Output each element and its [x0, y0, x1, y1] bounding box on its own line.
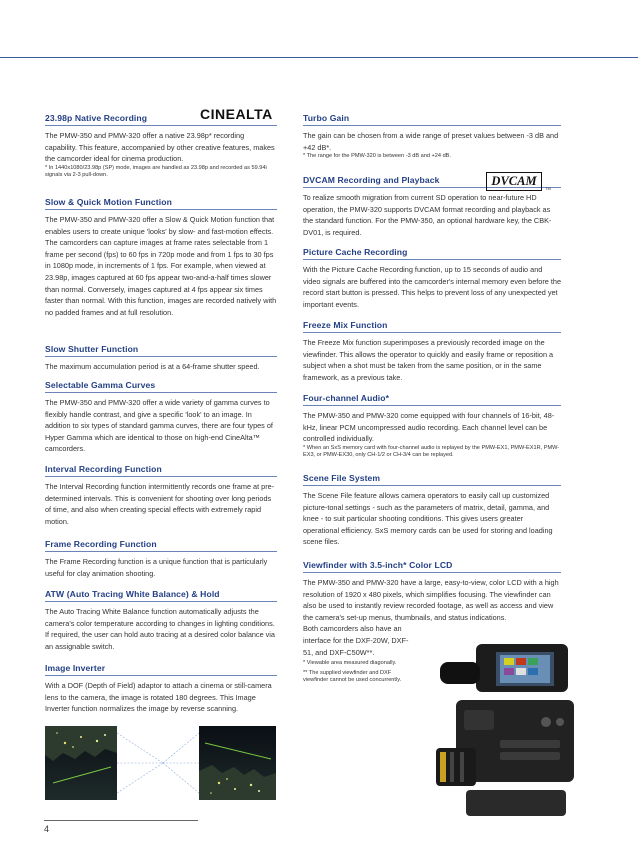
- section-body: The Frame Recording function is a unique function that is particularly useful for clay animation shooting.: [45, 557, 268, 578]
- section-title: Selectable Gamma Curves: [45, 380, 277, 393]
- section-scene-file: [303, 473, 561, 560]
- section-slow-quick: [45, 197, 277, 344]
- section-picture-cache: [303, 247, 561, 320]
- section-body: The Auto Tracing White Balance function automatically adjusts the camera's color temperature according to changes in lighting conditions. If required, the user can hold auto tracing at a desired color balance via an assignable switch.: [45, 607, 275, 651]
- section-title: Turbo Gain: [303, 113, 561, 126]
- section-title: Freeze Mix Function: [303, 320, 561, 333]
- section-frame: [45, 539, 277, 589]
- section-title: Four-channel Audio*: [303, 393, 561, 406]
- corrected-city-image: [199, 726, 276, 800]
- section-body: With the Picture Cache Recording function, up to 15 seconds of audio and video signals are buffered into the camcorder's internal memory even before the record start button is pressed. This helps to prevent loss of any unexpected yet important events.: [303, 265, 562, 309]
- viewfinder: [440, 644, 568, 692]
- footnote: * The range for the PMW-320 is between -3 dB and +24 dB.: [303, 153, 451, 160]
- section-interval: [45, 464, 277, 539]
- section-title: Slow & Quick Motion Function: [45, 197, 277, 210]
- section-title: Picture Cache Recording: [303, 247, 561, 260]
- footnote: * In 1440x1080/23.98p (SP) mode, images are handled as 23.98p and recorded as 59.94i signals via 2-3 pull-down.: [45, 164, 267, 179]
- image-inverter-illustration: [45, 723, 276, 803]
- trademark-mark: TM: [545, 186, 551, 191]
- section-title: Image Inverter: [45, 663, 277, 676]
- section-slow-shutter: [45, 344, 277, 380]
- section-body: The PMW-350 and PMW-320 have a large, easy-to-view, color LCD with a high resolution of 1920 x 480 pixels, which simplifies focusing. The viewfinder can also be used to instantly review recorded footage, as well as access and view the camera's set-up menus, thumbnails, and status indications.: [303, 578, 559, 622]
- top-rule: [0, 57, 638, 58]
- section-title: ATW (Auto Tracing White Balance) & Hold: [45, 589, 277, 602]
- section-body: The maximum accumulation period is at a 64-frame shutter speed.: [45, 362, 260, 371]
- cinealta-logo: CINEALTA: [200, 106, 273, 122]
- section-title: Interval Recording Function: [45, 464, 277, 477]
- footnote: * When an SxS memory card with four-channel audio is replayed by the PMW-EX1, PMW-EX1R, PMW-EX3, or PMW-EX30, only CH-1/2 or CH-3/4 can be replayed.: [303, 444, 560, 459]
- inverted-city-image: [45, 726, 117, 800]
- section-23p: [45, 113, 277, 197]
- section-body-2: Both camcorders also have an interface for the DXF-20W, DXF-51, and DXF-C50W**.: [303, 624, 409, 657]
- lens-ray-diagram: [117, 733, 199, 793]
- section-body: The gain can be chosen from a wide range of preset values between -3 dB and +42 dB*.: [303, 131, 559, 152]
- right-column: [303, 113, 561, 685]
- section-inverter: [45, 663, 277, 715]
- page-number: 4: [44, 824, 50, 834]
- section-body: The Interval Recording function intermittently records one frame at pre-determined intervals. This is convenient for shooting over long periods of time, and also when creating special effects with extremely rapid motion.: [45, 482, 275, 526]
- section-body: The Scene File feature allows camera operators to easily call up customized picture-tonal settings - such as the parameters of matrix, detail, gamma, and knee - to suit particular shooting conditions. This gives users greater operational efficiency. SxS memory cards can be used for storing and loading scene files.: [303, 491, 553, 547]
- section-title: Slow Shutter Function: [45, 344, 277, 357]
- footnote-2: ** The supplied viewfinder and DXF viewfinder cannot be used concurrently.: [303, 669, 402, 684]
- section-body: The PMW-350 and PMW-320 come equipped with four channels of 16-bit, 48-kHz, linear PCM uncompressed audio recording. Each channel level can be controlled individually.: [303, 411, 555, 444]
- footer-rule: [44, 820, 198, 821]
- section-body: The PMW-350 and PMW-320 offer a Slow & Quick Motion function that enables users to create unique 'looks' by slow- and fast-motion effects. The camcorders can capture images at frame rates selectable from 1 frame per second (fps) to 60 fps in 720p mode and from 1 fps to 30 fps in 1080p mode, in increments of 1 fps. For example, when viewed at 23.98p, images captured at 60 fps appear two-and-a-half times slower than normal. Conversely, images captured at 4 fps appear six times faster than normal. With this function, images are recorded natively with no padded frames and at full resolution.: [45, 215, 277, 317]
- section-body: The PMW-350 and PMW-320 offer a wide variety of gamma curves to flexibly handle contrast, and give a specific 'look' to an image. In addition to six types of standard gamma curves, there are four types of Hyper Gamma which are identical to those on high-end CineAlta™ camcorders.: [45, 398, 273, 454]
- section-turbo-gain: [303, 113, 561, 175]
- dvcam-logo: DVCAM: [486, 172, 542, 191]
- camcorder-viewfinder-photo: [436, 640, 586, 820]
- section-title: Viewfinder with 3.5-inch* Color LCD: [303, 560, 561, 573]
- section-title: Frame Recording Function: [45, 539, 277, 552]
- section-body: The Freeze Mix function superimposes a previously recorded image on the viewfinder. This allows the operator to quickly and easily frame or reposition a subject when a shot must be taken from the same position, or in the same framework, as a previous take.: [303, 338, 554, 382]
- section-four-channel-audio: [303, 393, 561, 473]
- section-freeze-mix: [303, 320, 561, 393]
- section-body: The PMW-350 and PMW-320 offer a native 23.98p* recording capability. This feature, accompanied by other creative features, makes the camcorder ideal for cinema production.: [45, 131, 275, 164]
- camera-lens: [436, 748, 476, 786]
- section-gamma: [45, 380, 277, 464]
- section-title: Scene File System: [303, 473, 561, 486]
- section-body: With a DOF (Depth of Field) adaptor to attach a cinema or still-camera lens to the camera, the image is rotated 180 degrees. This Image Inverter function normalizes the image by reverse scanning.: [45, 681, 272, 714]
- left-column: [45, 113, 277, 715]
- shoulder-pad: [466, 790, 566, 816]
- footnote: * Viewable area measured diagonally.: [303, 660, 397, 667]
- section-atw: [45, 589, 277, 663]
- section-title: 23.98p Native Recording: [45, 113, 277, 126]
- section-title: DVCAM Recording and Playback: [303, 175, 561, 188]
- section-body: To realize smooth migration from current SD operation to near-future HD operation, the PMW-320 supports DVCAM format recording and playback as the standard function. For the PMW-350, an optional hardware key, the CBK-DV01, is required.: [303, 193, 552, 237]
